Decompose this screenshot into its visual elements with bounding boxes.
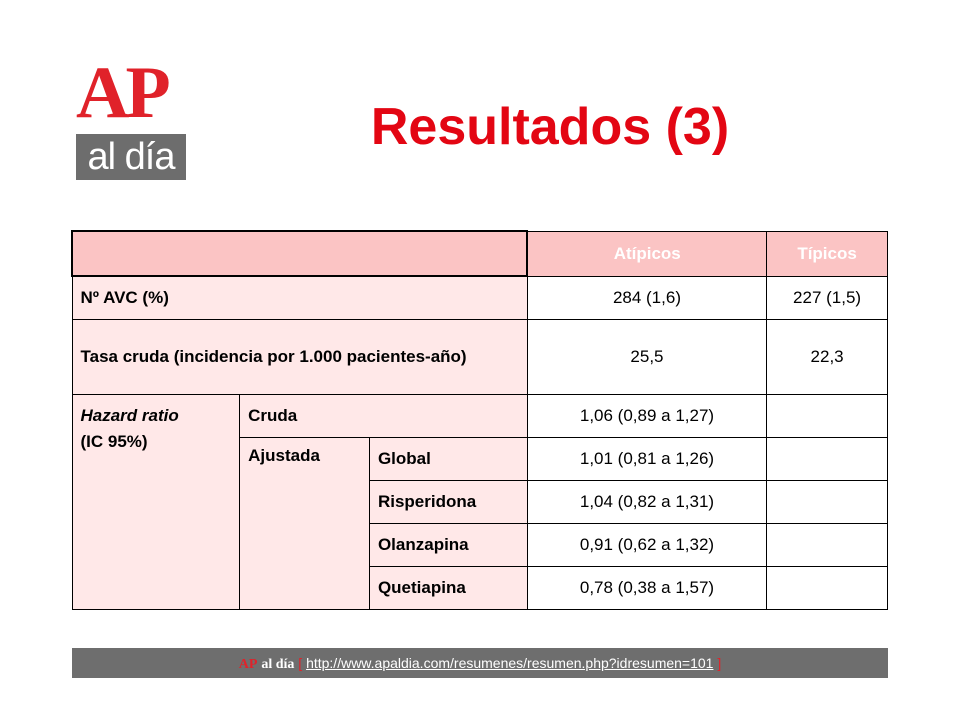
footer-ap: AP (238, 657, 258, 672)
olanzapina-value: 0,91 (0,62 a 1,32) (527, 523, 766, 566)
table-row (72, 394, 888, 437)
avc-tipicos: 227 (1,5) (767, 276, 888, 319)
olanzapina-label: Olanzapina (369, 523, 527, 566)
header-empty-cell (72, 231, 527, 276)
row-label-avc: Nº AVC (%) (72, 276, 527, 319)
ajustada-label: Ajustada (240, 437, 370, 609)
header-atipicos: Atípicos (527, 231, 766, 276)
risperidona-tipicos-empty (767, 480, 888, 523)
footer-bracket-close: ] (717, 655, 722, 671)
global-value: 1,01 (0,81 a 1,26) (527, 437, 766, 480)
row-label-tasa: Tasa cruda (incidencia por 1.000 pacientes-año) (72, 319, 527, 394)
quetiapina-tipicos-empty (767, 566, 888, 609)
cruda-tipicos-empty (767, 394, 888, 437)
quetiapina-label: Quetiapina (369, 566, 527, 609)
apaldia-logo (76, 52, 188, 182)
footer-bar (72, 648, 888, 678)
olanzapina-tipicos-empty (767, 523, 888, 566)
footer-link[interactable]: http://www.apaldia.com/resumenes/resumen.php?idresumen=101 (306, 655, 714, 671)
hazard-ratio-label (72, 394, 240, 609)
logo-ap-text: AP (76, 52, 167, 134)
cruda-value: 1,06 (0,89 a 1,27) (527, 394, 766, 437)
table-row (72, 319, 888, 394)
table-row (72, 276, 888, 319)
header-tipicos: Típicos (767, 231, 888, 276)
tasa-atipicos: 25,5 (527, 319, 766, 394)
footer-aldia: al día (261, 657, 295, 672)
risperidona-label: Risperidona (369, 480, 527, 523)
hazard-ratio-italic: Hazard ratio (80, 405, 179, 425)
quetiapina-value: 0,78 (0,38 a 1,57) (527, 566, 766, 609)
hazard-ratio-ci: (IC 95%) (80, 431, 148, 451)
risperidona-value: 1,04 (0,82 a 1,31) (527, 480, 766, 523)
logo-aldia-text: al día (76, 134, 186, 180)
results-table (71, 230, 888, 610)
cruda-label: Cruda (240, 394, 528, 437)
global-tipicos-empty (767, 437, 888, 480)
table-header-row (72, 231, 888, 276)
avc-atipicos: 284 (1,6) (527, 276, 766, 319)
tasa-tipicos: 22,3 (767, 319, 888, 394)
page-title: Resultados (3) (370, 98, 730, 156)
footer-bracket-open: [ (298, 655, 303, 671)
global-label: Global (369, 437, 527, 480)
